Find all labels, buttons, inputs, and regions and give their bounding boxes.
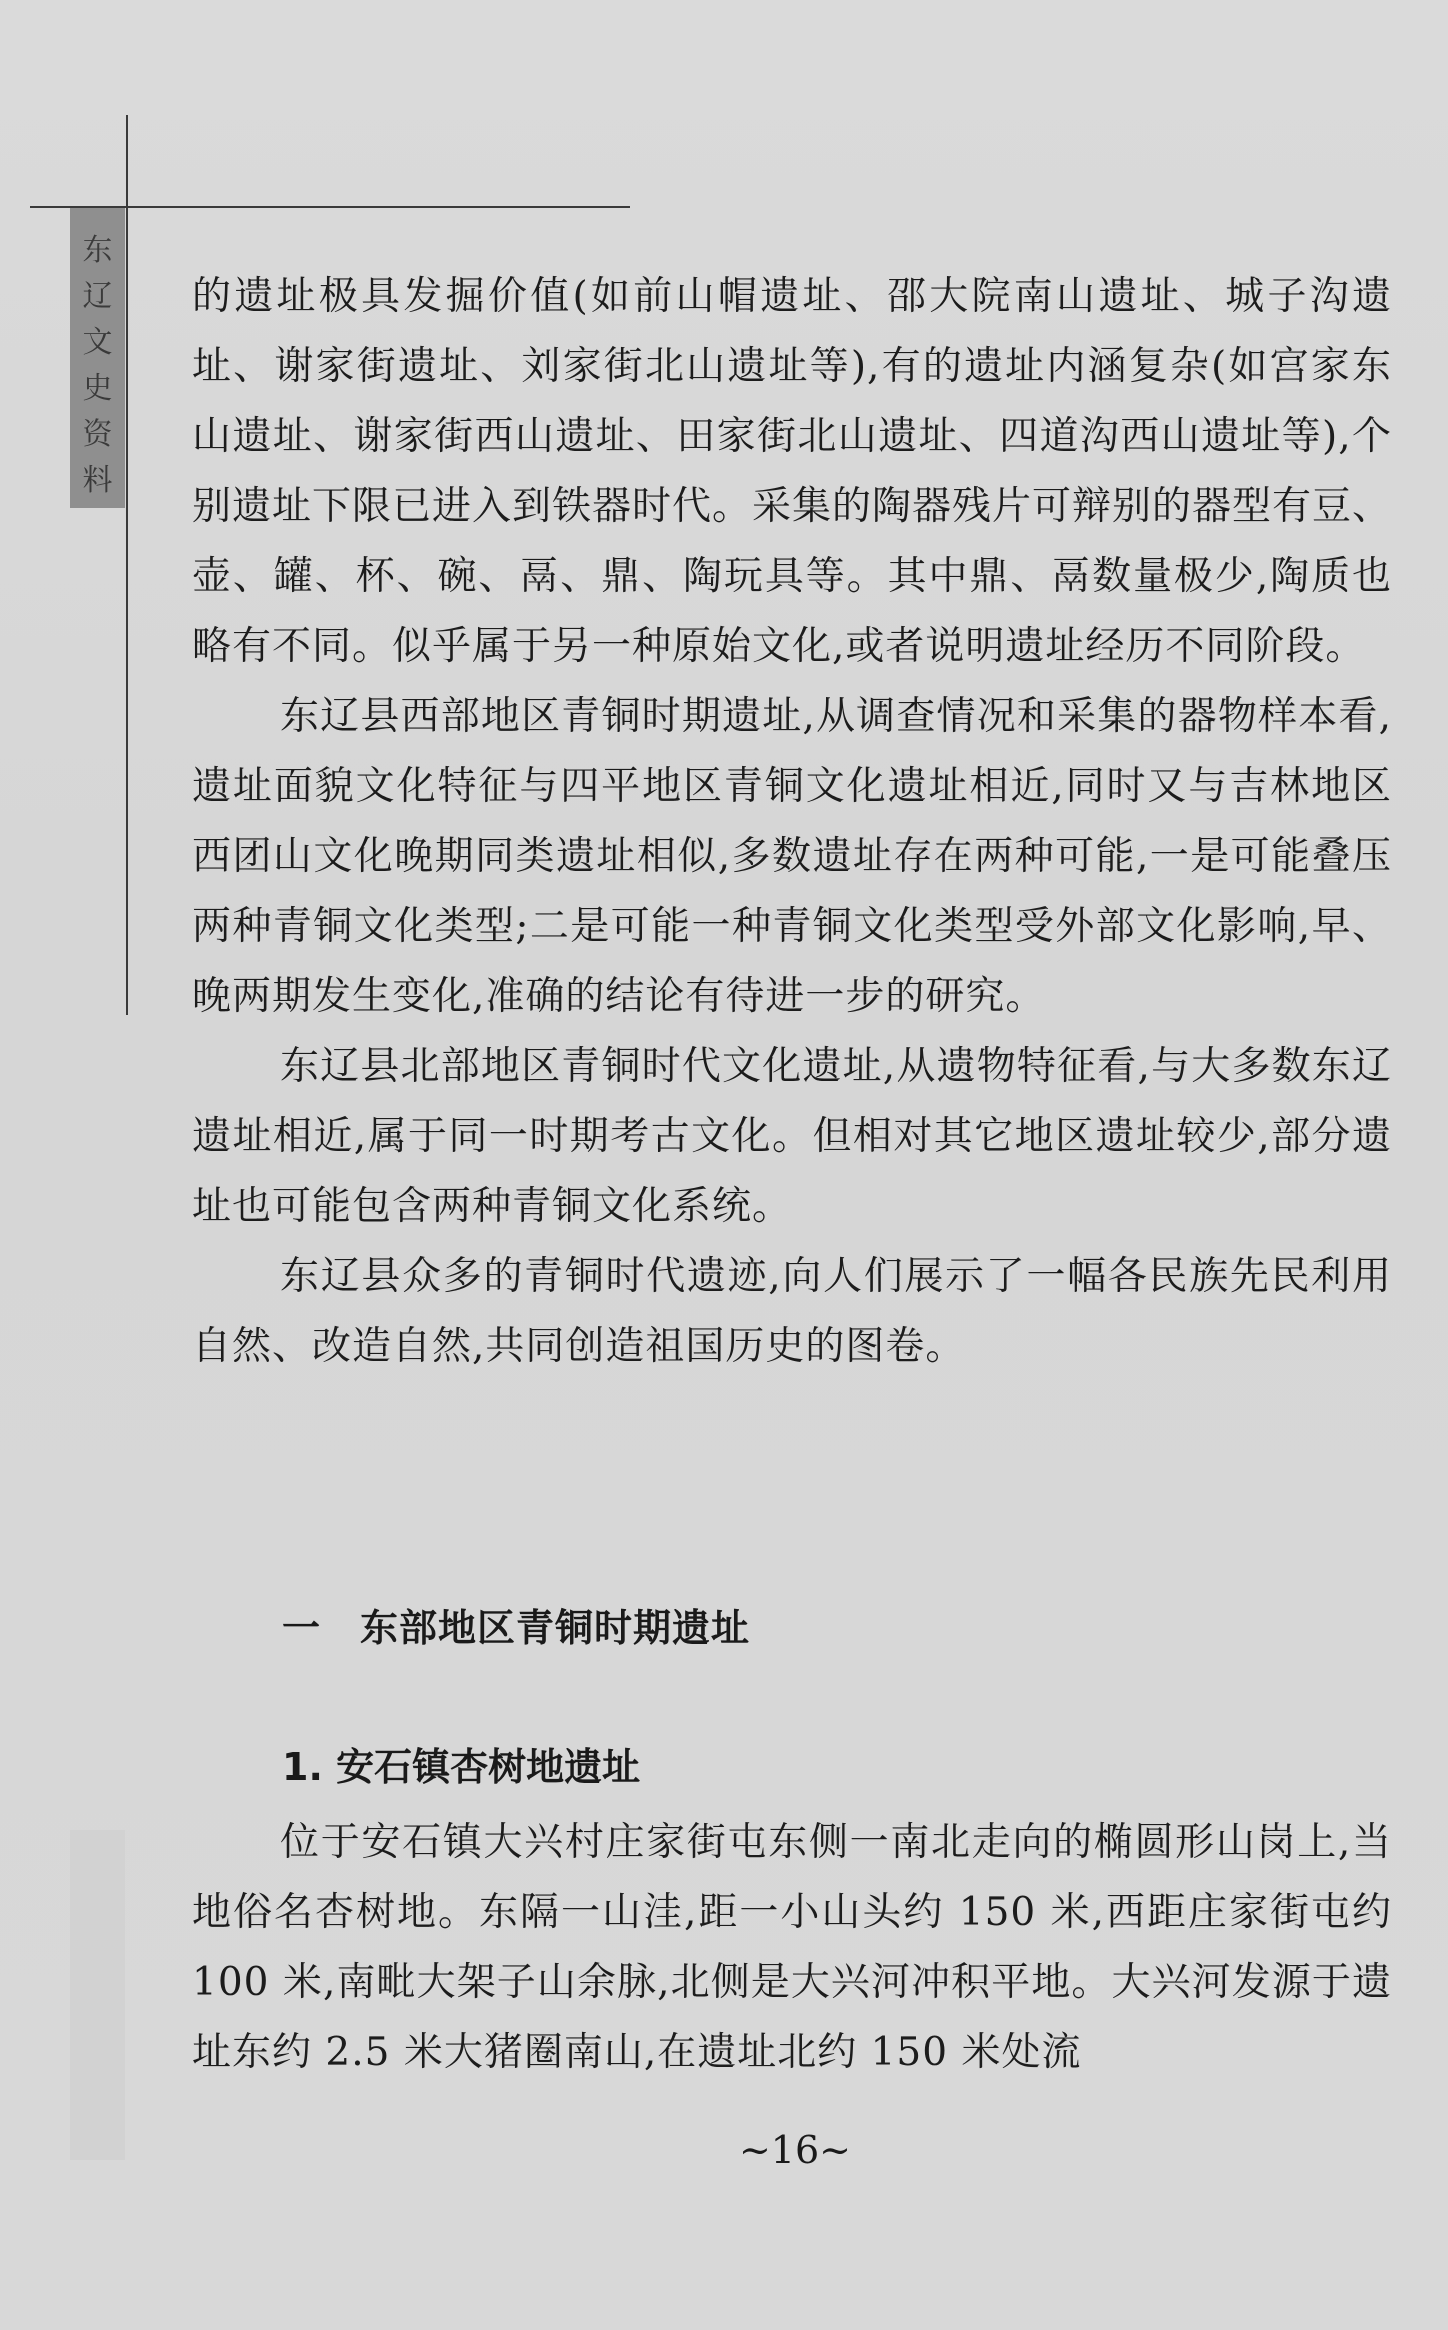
running-title-tab xyxy=(70,208,125,508)
paragraph: 位于安石镇大兴村庄家街屯东侧一南北走向的椭圆形山岗上,当地俗名杏树地。东隔一山洼,距一小山头约 150 米,西距庄家街屯约 100 米,南毗大架子山余脉,北侧是大兴河冲积平地。大兴河发源于遗址东约 2.5 米大猪圈南山,在遗址北约 150 米处流 xyxy=(192,1820,1392,2075)
paragraph: 的遗址极具发掘价值(如前山帽遗址、邵大院南山遗址、城子沟遗址、谢家街遗址、刘家街北山遗址等),有的遗址内涵复杂(如宫家东山遗址、谢家街西山遗址、田家街北山遗址、四道沟西山遗址等),个别遗址下限已进入到铁器时代。采集的陶器残片可辩别的器型有豆、壶、罐、杯、碗、鬲、鼎、陶玩具等。其中鼎、鬲数量极少,陶质也略有不同。似乎属于另一种原始文化,或者说明遗址经历不同阶段。 xyxy=(192,274,1393,669)
margin-vertical-rule xyxy=(126,115,128,1015)
running-title-char: 料 xyxy=(82,463,113,498)
page-number: ~16~ xyxy=(738,2128,852,2172)
running-title-char: 资 xyxy=(82,417,113,452)
running-title-char: 辽 xyxy=(82,279,113,314)
paragraph: 东辽县北部地区青铜时代文化遗址,从遗物特征看,与大多数东辽遗址相近,属于同一时期考古文化。但相对其它地区遗址较少,部分遗址也可能包含两种青铜文化系统。 xyxy=(192,1044,1392,1229)
bleed-through-tab xyxy=(70,1830,125,2160)
paragraph: 东辽县西部地区青铜时期遗址,从调查情况和采集的器物样本看,遗址面貌文化特征与四平地区青铜文化遗址相近,同时又与吉林地区西团山文化晚期同类遗址相似,多数遗址存在两种可能,一是可能叠压两种青铜文化类型;二是可能一种青铜文化类型受外部文化影响,早、晚两期发生变化,准确的结论有待进一步的研究。 xyxy=(192,694,1392,1019)
running-title-char: 文 xyxy=(82,325,113,360)
section-heading: 一 东部地区青铜时期遗址 xyxy=(282,1606,751,1650)
paragraph: 东辽县众多的青铜时代遗迹,向人们展示了一幅各民族先民利用自然、改造自然,共同创造祖国历史的图卷。 xyxy=(192,1254,1392,1369)
body-text-top xyxy=(192,262,1392,1382)
running-title-char: 东 xyxy=(82,233,113,268)
running-title-char: 史 xyxy=(82,371,113,406)
subsection-heading: 1. 安石镇杏树地遗址 xyxy=(282,1745,641,1789)
body-text-bottom xyxy=(192,1808,1392,2088)
